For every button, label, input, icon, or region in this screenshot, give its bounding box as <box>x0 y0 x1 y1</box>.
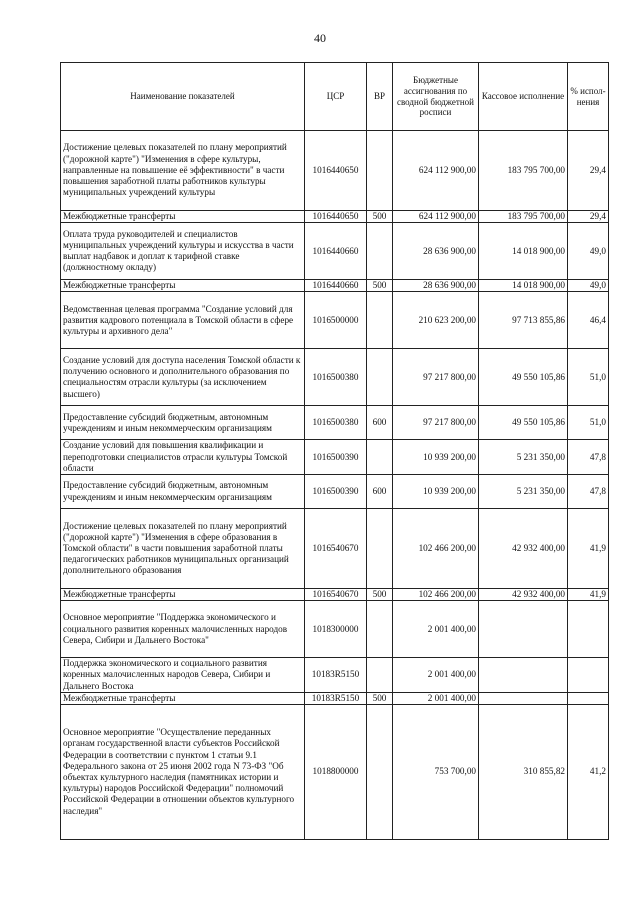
table-row <box>61 475 609 509</box>
cell-name: Межбюджетные трансферты <box>61 589 305 601</box>
cell-vr: 500 <box>367 211 393 223</box>
cell-csr: 1016500380 <box>305 406 367 440</box>
cell-cash-execution: 97 713 855,86 <box>479 292 568 349</box>
table-row <box>61 211 609 223</box>
cell-vr: 500 <box>367 280 393 292</box>
cell-vr: 500 <box>367 589 393 601</box>
cell-name: Межбюджетные трансферты <box>61 211 305 223</box>
cell-percent: 51,0 <box>568 349 609 406</box>
cell-percent: 46,4 <box>568 292 609 349</box>
cell-percent: 41,9 <box>568 509 609 589</box>
table-row <box>61 692 609 704</box>
cell-cash-execution <box>479 692 568 704</box>
cell-assignments: 102 466 200,00 <box>393 589 479 601</box>
cell-cash-execution: 5 231 350,00 <box>479 440 568 475</box>
cell-percent <box>568 658 609 693</box>
cell-csr: 1016500390 <box>305 440 367 475</box>
cell-percent: 51,0 <box>568 406 609 440</box>
cell-percent: 49,0 <box>568 223 609 280</box>
cell-assignments: 102 466 200,00 <box>393 509 479 589</box>
cell-percent: 47,8 <box>568 475 609 509</box>
cell-assignments: 28 636 900,00 <box>393 280 479 292</box>
cell-percent: 49,0 <box>568 280 609 292</box>
cell-assignments: 28 636 900,00 <box>393 223 479 280</box>
cell-cash-execution <box>479 658 568 693</box>
header-csr: ЦСР <box>305 63 367 131</box>
cell-percent: 41,9 <box>568 589 609 601</box>
cell-vr <box>367 705 393 840</box>
cell-cash-execution: 310 855,82 <box>479 705 568 840</box>
page-number: 40 <box>314 31 326 45</box>
table-row <box>61 280 609 292</box>
table-row <box>61 440 609 475</box>
table-row <box>61 406 609 440</box>
cell-name: Поддержка экономического и социального развития коренных малочисленных народов Севера, Сибири и Дальнего Востока <box>61 658 305 693</box>
cell-assignments: 2 001 400,00 <box>393 692 479 704</box>
cell-cash-execution: 49 550 105,86 <box>479 406 568 440</box>
header-assignments: Бюджетные ассигнования по сводной бюджетной росписи <box>393 63 479 131</box>
table-row <box>61 223 609 280</box>
cell-percent: 29,4 <box>568 131 609 211</box>
cell-vr <box>367 349 393 406</box>
cell-csr: 1016500380 <box>305 349 367 406</box>
cell-csr: 1016500000 <box>305 292 367 349</box>
cell-cash-execution: 183 795 700,00 <box>479 131 568 211</box>
cell-assignments: 624 112 900,00 <box>393 131 479 211</box>
cell-percent <box>568 692 609 704</box>
cell-percent: 29,4 <box>568 211 609 223</box>
cell-vr <box>367 658 393 693</box>
table-row <box>61 589 609 601</box>
cell-cash-execution <box>479 601 568 658</box>
cell-assignments: 97 217 800,00 <box>393 349 479 406</box>
cell-csr: 1016500390 <box>305 475 367 509</box>
cell-cash-execution: 14 018 900,00 <box>479 223 568 280</box>
table-row <box>61 658 609 693</box>
cell-csr: 1016540670 <box>305 509 367 589</box>
cell-assignments: 2 001 400,00 <box>393 601 479 658</box>
cell-name: Межбюджетные трансферты <box>61 692 305 704</box>
cell-vr <box>367 601 393 658</box>
cell-vr <box>367 131 393 211</box>
cell-cash-execution: 14 018 900,00 <box>479 280 568 292</box>
table-row <box>61 131 609 211</box>
cell-assignments: 2 001 400,00 <box>393 658 479 693</box>
cell-name: Достижение целевых показателей по плану мероприятий ("дорожной карте") "Изменения в сфере культуры, направленные на повышение её эффективности" в части повышения заработной платы работников культуры муниципальных учреждений культуры <box>61 131 305 211</box>
cell-vr: 600 <box>367 406 393 440</box>
cell-csr: 1016440650 <box>305 131 367 211</box>
cell-csr: 1016440660 <box>305 223 367 280</box>
cell-assignments: 210 623 200,00 <box>393 292 479 349</box>
budget-execution-table <box>60 62 609 840</box>
cell-cash-execution: 183 795 700,00 <box>479 211 568 223</box>
cell-name: Предоставление субсидий бюджетным, автономным учреждениям и иным некоммерческим организациям <box>61 475 305 509</box>
cell-assignments: 10 939 200,00 <box>393 475 479 509</box>
cell-csr: 1016440660 <box>305 280 367 292</box>
cell-csr: 10183R5150 <box>305 658 367 693</box>
cell-vr: 600 <box>367 475 393 509</box>
cell-vr <box>367 440 393 475</box>
cell-assignments: 624 112 900,00 <box>393 211 479 223</box>
table-row <box>61 349 609 406</box>
cell-vr <box>367 509 393 589</box>
header-cash-execution: Кассовое исполнение <box>479 63 568 131</box>
table-row <box>61 705 609 840</box>
cell-cash-execution: 5 231 350,00 <box>479 475 568 509</box>
cell-csr: 1018800000 <box>305 705 367 840</box>
table-body <box>61 131 609 840</box>
cell-vr <box>367 223 393 280</box>
cell-name: Предоставление субсидий бюджетным, автономным учреждениям и иным некоммерческим организациям <box>61 406 305 440</box>
cell-name: Создание условий для доступа населения Томской области к получению основного и дополнительного образования по специальностям отрасли культуры (за исключением высшего) <box>61 349 305 406</box>
cell-name: Создание условий для повышения квалификации и переподготовки специалистов отрасли культуры Томской области <box>61 440 305 475</box>
cell-name: Достижение целевых показателей по плану мероприятий ("дорожной карте") "Изменения в сфере образования в Томской области" в части повышения заработной платы педагогических работников муниципальных организаций дополнительного образования <box>61 509 305 589</box>
header-name: Наименование показателей <box>61 63 305 131</box>
cell-name: Оплата труда руководителей и специалистов муниципальных учреждений культуры и искусства в части выплат надбавок и доплат к тарифной ставке (должностному окладу) <box>61 223 305 280</box>
cell-csr: 1016440650 <box>305 211 367 223</box>
cell-cash-execution: 49 550 105,86 <box>479 349 568 406</box>
cell-name: Основное мероприятие "Поддержка экономического и социального развития коренных малочисленных народов Севера, Сибири и Дальнего Востока" <box>61 601 305 658</box>
cell-csr: 10183R5150 <box>305 692 367 704</box>
header-percent: % испол-нения <box>568 63 609 131</box>
table-row <box>61 509 609 589</box>
cell-assignments: 97 217 800,00 <box>393 406 479 440</box>
cell-name: Межбюджетные трансферты <box>61 280 305 292</box>
cell-csr: 1016540670 <box>305 589 367 601</box>
cell-percent: 41,2 <box>568 705 609 840</box>
cell-name: Ведомственная целевая программа "Создание условий для развития кадрового потенциала в Томской области в сфере культуры и архивного дела" <box>61 292 305 349</box>
cell-name: Основное мероприятие "Осуществление переданных органам государственной власти субъектов Российской Федерации в соответствии с пунктом 1 статьи 9.1 Федерального закона от 25 июня 2002 года N 73-ФЗ "Об объектах культурного наследия (памятниках истории и культуры) народов Российской Федерации" полномочий Российской Федерации в отношении объектов культурного наследия" <box>61 705 305 840</box>
cell-cash-execution: 42 932 400,00 <box>479 509 568 589</box>
cell-vr: 500 <box>367 692 393 704</box>
cell-percent <box>568 601 609 658</box>
cell-csr: 1018300000 <box>305 601 367 658</box>
table-header-row <box>61 63 609 131</box>
header-vr: ВР <box>367 63 393 131</box>
table-row <box>61 292 609 349</box>
cell-cash-execution: 42 932 400,00 <box>479 589 568 601</box>
cell-percent: 47,8 <box>568 440 609 475</box>
cell-assignments: 10 939 200,00 <box>393 440 479 475</box>
cell-assignments: 753 700,00 <box>393 705 479 840</box>
table-row <box>61 601 609 658</box>
cell-vr <box>367 292 393 349</box>
